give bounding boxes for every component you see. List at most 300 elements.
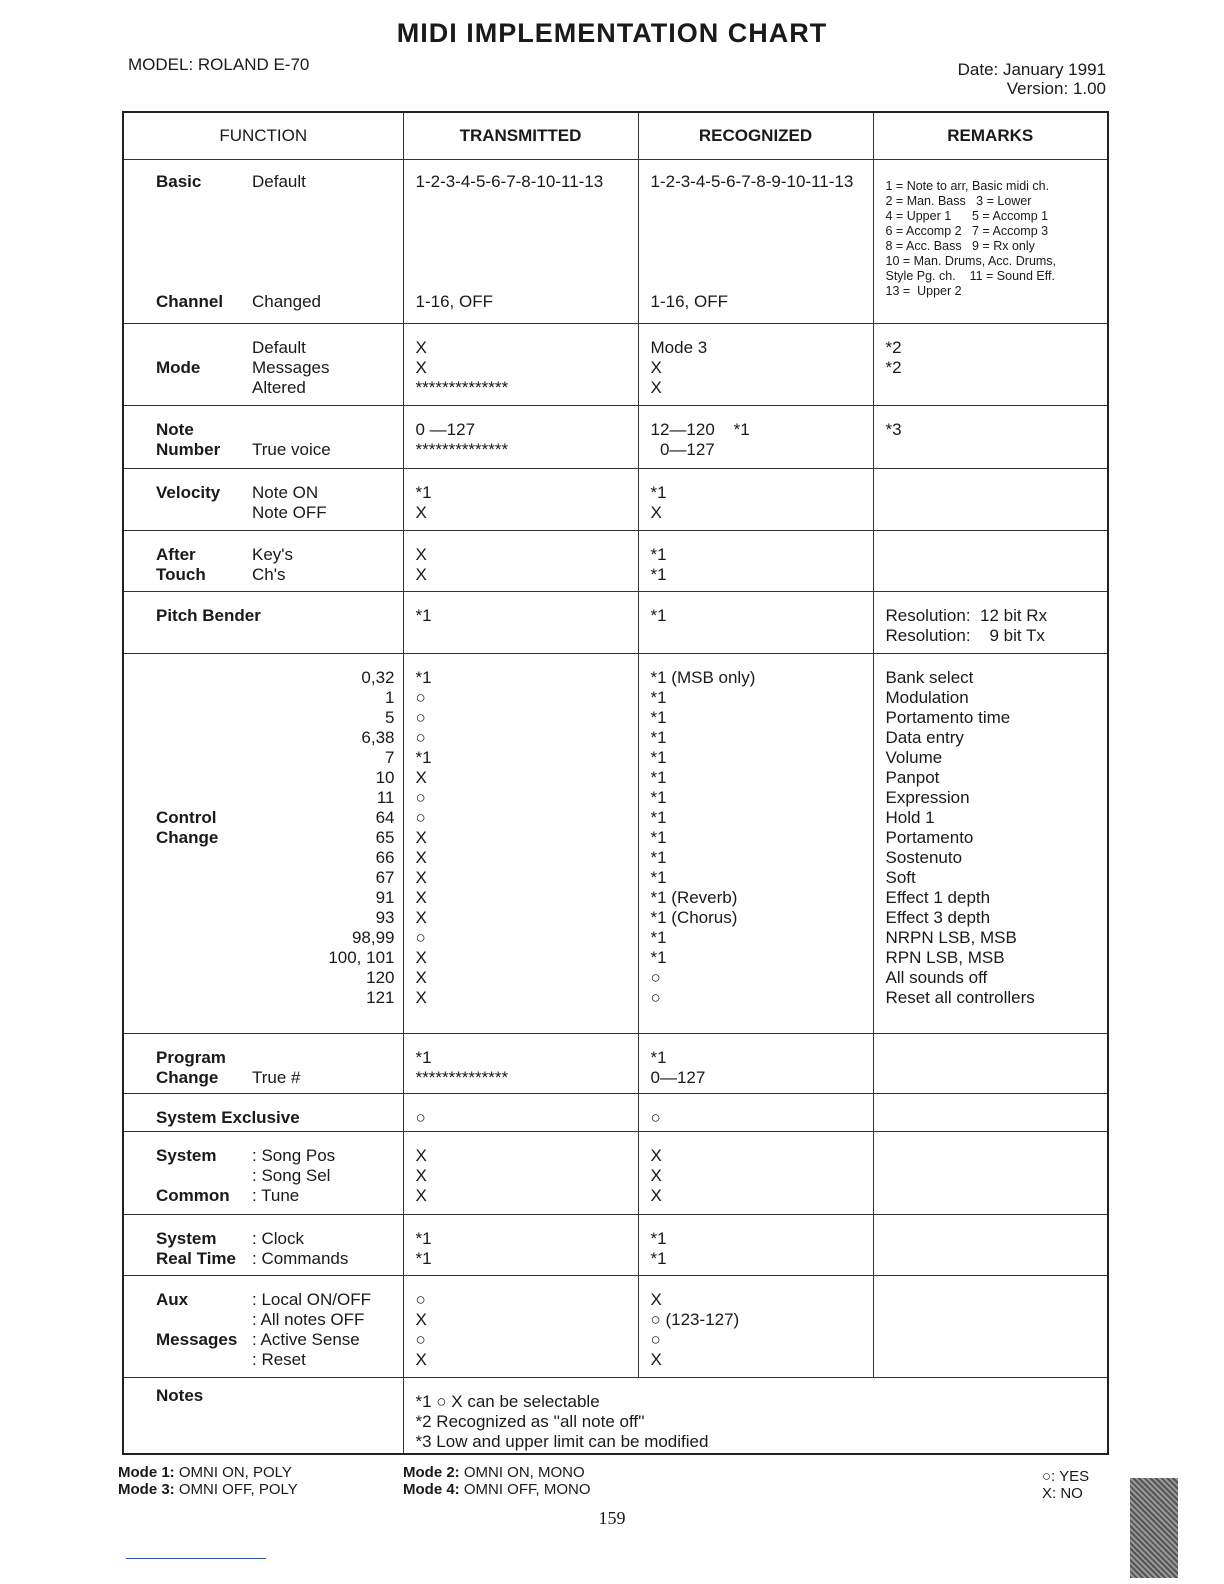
header-remarks: REMARKS	[873, 112, 1108, 160]
function-content	[124, 1276, 403, 1370]
remarks-cell	[873, 160, 1108, 324]
function-sublabel-line: : Active Sense	[252, 1330, 360, 1349]
function-content	[124, 654, 403, 1008]
scan-artifact	[1130, 1478, 1178, 1578]
function-sublabel-line: Messages	[252, 358, 330, 377]
transmitted-line: X	[415, 968, 427, 987]
transmitted-cell-content	[404, 1094, 638, 1128]
transmitted-line: ○	[415, 1330, 426, 1349]
remarks-cell	[873, 1276, 1108, 1378]
function-label-line	[156, 212, 252, 232]
transmitted-cell-content	[404, 160, 638, 312]
function-label	[156, 545, 252, 585]
recognized-line: ○	[650, 988, 661, 1007]
function-cell	[123, 324, 403, 406]
remarks-line: Hold 1	[885, 808, 935, 827]
function-label	[156, 1108, 300, 1128]
transmitted-line: ○	[415, 808, 426, 827]
remarks-line: Sostenuto	[885, 848, 963, 867]
remarks-cell	[873, 324, 1108, 406]
remarks-line: Modulation	[885, 688, 969, 707]
function-content	[124, 1132, 403, 1206]
function-label-line	[156, 788, 252, 808]
function-sublabel-line: True voice	[252, 440, 331, 459]
notes-cell	[403, 1378, 1108, 1454]
function-cell	[123, 592, 403, 654]
function-content	[124, 469, 403, 523]
mode1-value: OMNI ON, POLY	[174, 1464, 292, 1481]
function-cell	[123, 1094, 403, 1132]
function-sublabel	[252, 172, 395, 312]
function-content	[124, 1215, 403, 1269]
function-label-line	[156, 1166, 252, 1186]
remarks-cell-content	[874, 1034, 1108, 1048]
recognized-line: 0—127	[650, 1068, 706, 1087]
function-cell	[123, 654, 403, 1034]
transmitted-line: *1	[415, 1229, 432, 1248]
remarks-line: Portamento time	[885, 708, 1011, 727]
recognized-cell-content	[639, 324, 873, 398]
transmitted-line: *1	[415, 1048, 432, 1067]
row-notes	[123, 1378, 1108, 1454]
transmitted-cell	[403, 1132, 638, 1215]
recognized-cell	[638, 1034, 873, 1094]
mode1-label: Mode 1:	[118, 1464, 175, 1481]
function-sublabel	[252, 1048, 395, 1088]
function-sublabel-line: Default	[252, 338, 306, 357]
remarks-line: Style Pg. ch. 11 = Sound Eff.	[885, 269, 1055, 283]
remarks-line: Bank select	[885, 668, 974, 687]
transmitted-line	[416, 252, 628, 272]
mode3-value: OMNI OFF, POLY	[174, 1481, 298, 1498]
function-label-line: Note	[156, 420, 194, 439]
remarks-line: Portamento	[885, 828, 974, 847]
function-content	[124, 592, 403, 626]
recognized-line: *1 (Chorus)	[650, 908, 738, 927]
function-label	[156, 338, 252, 398]
function-sublabel	[300, 1108, 395, 1128]
remarks-line: Panpot	[885, 768, 940, 787]
function-content	[124, 1034, 403, 1088]
function-label	[156, 606, 261, 626]
control-number: 11	[376, 788, 395, 807]
recognized-line: *1	[650, 1048, 667, 1067]
remarks-cell-content	[874, 406, 1108, 440]
transmitted-line: X	[415, 828, 427, 847]
function-label-line: Notes	[156, 1386, 204, 1405]
function-label-line: System	[156, 1229, 217, 1248]
recognized-cell-content	[639, 160, 873, 312]
recognized-line: *1 (Reverb)	[650, 888, 738, 907]
transmitted-cell-content	[404, 469, 638, 523]
yes-legend: ○: YES	[1042, 1468, 1090, 1485]
recognized-line: X	[650, 1166, 662, 1185]
transmitted-line: X	[415, 988, 427, 1007]
remarks-line: 2 = Man. Bass 3 = Lower	[885, 194, 1032, 208]
recognized-line: X	[650, 1290, 662, 1309]
header-function: FUNCTION	[123, 112, 403, 160]
header-row	[123, 112, 1108, 160]
row-velocity	[123, 469, 1108, 531]
no-legend: X: NO	[1042, 1485, 1083, 1502]
recognized-cell	[638, 406, 873, 469]
recognized-line: *1	[650, 688, 667, 707]
function-sublabel-line: Key's	[252, 545, 294, 564]
transmitted-line: X	[415, 545, 427, 564]
remarks-line: 4 = Upper 1 5 = Accomp 1	[885, 209, 1049, 223]
function-content	[124, 1378, 403, 1406]
remarks-cell-content	[874, 469, 1108, 483]
function-label-line: Common	[156, 1186, 230, 1205]
control-number: 7	[385, 748, 395, 767]
function-sublabel-line	[252, 212, 395, 232]
transmitted-line: 1-2-3-4-5-6-7-8-10-11-13	[415, 172, 604, 191]
remarks-cell-content	[874, 1215, 1108, 1229]
remarks-line: All sounds off	[885, 968, 988, 987]
row-basic-channel	[123, 160, 1108, 324]
row-note-number	[123, 406, 1108, 469]
recognized-cell-content	[639, 1132, 873, 1206]
control-number: 1	[385, 688, 395, 707]
recognized-line: *1	[650, 868, 667, 887]
function-label-line: Change	[156, 1068, 219, 1087]
function-cell	[123, 469, 403, 531]
remarks-line: 8 = Acc. Bass 9 = Rx only	[885, 239, 1035, 253]
recognized-cell	[638, 531, 873, 592]
mode4-label: Mode 4:	[403, 1481, 460, 1498]
function-label-line: Change	[156, 828, 219, 847]
function-label-line	[156, 192, 252, 212]
recognized-line	[651, 192, 863, 212]
function-sublabel-line: Note OFF	[252, 503, 327, 522]
transmitted-cell-content	[404, 1276, 638, 1370]
transmitted-line: X	[415, 768, 427, 787]
transmitted-line: X	[415, 565, 427, 584]
recognized-line: *1	[650, 848, 667, 867]
recognized-line: 1-2-3-4-5-6-7-8-9-10-11-13	[650, 172, 854, 191]
function-label	[156, 1290, 252, 1370]
row-system-real-time	[123, 1215, 1108, 1276]
transmitted-cell-content	[404, 531, 638, 585]
recognized-line: X	[650, 358, 662, 377]
version-label: Version: 1.00	[1006, 79, 1106, 98]
remarks-line: Effect 1 depth	[885, 888, 991, 907]
remarks-line: *2	[885, 358, 902, 377]
transmitted-line	[416, 192, 628, 212]
row-pitch-bender	[123, 592, 1108, 654]
transmitted-line: 0 —127	[415, 420, 476, 439]
function-cell	[123, 531, 403, 592]
remarks-cell	[873, 1132, 1108, 1215]
transmitted-line: X	[415, 1146, 427, 1165]
function-content	[124, 324, 403, 398]
remarks-cell	[873, 531, 1108, 592]
recognized-cell	[638, 654, 873, 1034]
function-label-line	[156, 668, 252, 688]
remarks-cell	[873, 654, 1108, 1034]
function-sublabel-line: Ch's	[252, 565, 286, 584]
recognized-cell	[638, 1132, 873, 1215]
remarks-line: 1 = Note to arr, Basic midi ch.	[885, 179, 1050, 193]
control-number: 91	[375, 888, 395, 907]
remarks-line: Reset all controllers	[885, 988, 1035, 1007]
function-label-line: Touch	[156, 565, 206, 584]
recognized-line: *1	[650, 606, 667, 625]
remarks-line: Resolution: 12 bit Rx	[885, 606, 1048, 625]
transmitted-line	[416, 232, 628, 252]
function-cell	[123, 406, 403, 469]
function-sublabel	[252, 338, 395, 398]
chart-title: MIDI IMPLEMENTATION CHART	[396, 18, 828, 48]
function-sublabel-line: Altered	[252, 378, 306, 397]
function-content	[124, 531, 403, 585]
control-number: 0,32	[361, 668, 395, 687]
control-number: 67	[375, 868, 395, 887]
function-label-line: Pitch Bender	[156, 606, 261, 625]
transmitted-line: ○	[415, 688, 426, 707]
recognized-line: 1-16, OFF	[650, 292, 728, 311]
recognized-cell-content	[639, 592, 873, 626]
row-system-exclusive	[123, 1094, 1108, 1132]
function-label-line: Real Time	[156, 1249, 237, 1268]
function-cell	[123, 1378, 403, 1454]
remarks-line: 13 = Upper 2	[885, 284, 962, 298]
function-label-line	[156, 1310, 252, 1330]
remarks-line: *2	[885, 338, 902, 357]
remarks-line: Soft	[885, 868, 916, 887]
recognized-cell-content	[639, 1215, 873, 1269]
function-sublabel	[261, 606, 395, 626]
row-after-touch	[123, 531, 1108, 592]
transmitted-cell-content	[404, 1132, 638, 1206]
remarks-cell-content	[874, 654, 1108, 1008]
recognized-line: X	[650, 1146, 662, 1165]
remarks-cell	[873, 1215, 1108, 1276]
model-label: MODEL: ROLAND E-70	[128, 55, 310, 74]
recognized-line: 12—120 *1	[650, 420, 750, 439]
recognized-cell-content	[639, 1034, 873, 1088]
mode-legend-right	[403, 1464, 591, 1498]
recognized-line	[651, 212, 863, 232]
transmitted-line: *1	[415, 748, 432, 767]
function-label-line: System	[156, 1146, 217, 1165]
recognized-line: *1	[650, 1249, 667, 1268]
recognized-cell-content	[639, 654, 873, 1008]
transmitted-line: ○	[415, 788, 426, 807]
control-number: 93	[375, 908, 395, 927]
transmitted-cell-content	[404, 592, 638, 626]
recognized-cell-content	[639, 406, 873, 460]
recognized-line: X	[650, 378, 662, 397]
mode2-label: Mode 2:	[403, 1464, 460, 1481]
remarks-line: 6 = Accomp 2 7 = Accomp 3	[885, 224, 1049, 238]
row-aux-messages	[123, 1276, 1108, 1378]
remarks-line: Volume	[885, 748, 943, 767]
remarks-line: *3	[885, 420, 902, 439]
recognized-line: ○	[650, 1330, 661, 1349]
function-sublabel	[252, 1290, 395, 1370]
transmitted-line: X	[415, 908, 427, 927]
transmitted-line: X	[415, 358, 427, 377]
recognized-line	[651, 232, 863, 252]
remarks-cell-content	[874, 592, 1108, 646]
function-sublabel-line: Default	[252, 172, 306, 191]
recognized-line: *1	[650, 928, 667, 947]
header-transmitted: TRANSMITTED	[403, 112, 638, 160]
recognized-line: *1	[650, 808, 667, 827]
control-numbers	[252, 668, 395, 1008]
mode2-value: OMNI ON, MONO	[459, 1464, 585, 1481]
transmitted-line: X	[415, 868, 427, 887]
function-label	[156, 1229, 252, 1269]
function-label-line	[156, 272, 252, 292]
control-number: 5	[385, 708, 395, 727]
function-label-line: Control	[156, 808, 217, 827]
transmitted-cell-content	[404, 406, 638, 460]
function-sublabel-line: : Song Sel	[252, 1166, 331, 1185]
function-label-line: Messages	[156, 1330, 238, 1349]
recognized-line: *1	[650, 728, 667, 747]
function-label	[156, 172, 252, 312]
function-content	[124, 406, 403, 460]
function-cell	[123, 1132, 403, 1215]
recognized-line: *1	[650, 1229, 667, 1248]
recognized-line: *1	[650, 948, 667, 967]
control-number: 64	[375, 808, 395, 827]
transmitted-cell-content	[404, 1034, 638, 1088]
function-sublabel-line: : Commands	[252, 1249, 349, 1268]
function-label-line: After	[156, 545, 196, 564]
function-label-line: Mode	[156, 358, 201, 377]
function-label	[156, 668, 252, 1008]
transmitted-line: *1	[415, 606, 432, 625]
remarks-cell	[873, 592, 1108, 654]
recognized-cell	[638, 160, 873, 324]
function-sublabel-line	[252, 252, 395, 272]
transmitted-line: X	[415, 338, 427, 357]
transmitted-line: **************	[415, 1068, 509, 1087]
recognized-line: X	[650, 1186, 662, 1205]
transmitted-cell	[403, 406, 638, 469]
note-line: *1 ○ X can be selectable	[415, 1392, 600, 1411]
remarks-line: Expression	[885, 788, 970, 807]
control-number: 65	[375, 828, 395, 847]
function-cell	[123, 1276, 403, 1378]
remarks-cell-content	[874, 1276, 1108, 1290]
header-recognized: RECOGNIZED	[638, 112, 873, 160]
recognized-cell	[638, 1276, 873, 1378]
recognized-line: Mode 3	[650, 338, 708, 357]
transmitted-cell	[403, 592, 638, 654]
recognized-line: 0—127	[650, 440, 715, 459]
recognized-line: *1	[650, 565, 667, 584]
row-control-change	[123, 654, 1108, 1034]
mode3-label: Mode 3:	[118, 1481, 175, 1498]
transmitted-line: X	[415, 503, 427, 522]
function-label-line	[156, 232, 252, 252]
function-label-line: Velocity	[156, 483, 221, 502]
row-mode	[123, 324, 1108, 406]
transmitted-line: X	[415, 1186, 427, 1205]
function-label	[156, 483, 252, 523]
transmitted-line: *1	[415, 483, 432, 502]
note-line: *3 Low and upper limit can be modified	[415, 1432, 709, 1451]
transmitted-cell-content	[404, 324, 638, 398]
function-label-line: System Exclusive	[156, 1108, 300, 1127]
recognized-cell-content	[639, 469, 873, 523]
remarks-cell-content	[874, 1094, 1108, 1108]
remarks-cell-content	[874, 531, 1108, 545]
function-label-line	[156, 768, 252, 788]
recognized-cell-content	[639, 531, 873, 585]
transmitted-cell	[403, 1215, 638, 1276]
transmitted-line: ○	[415, 928, 426, 947]
recognized-line: *1 (MSB only)	[650, 668, 756, 687]
function-label	[156, 1146, 252, 1206]
function-label-line	[156, 503, 252, 523]
transmitted-line: *1	[415, 1249, 432, 1268]
recognized-line	[651, 272, 863, 292]
recognized-line: X	[650, 1350, 662, 1369]
function-sublabel-line: : Local ON/OFF	[252, 1290, 372, 1309]
transmitted-line: ○	[415, 708, 426, 727]
control-number: 100, 101	[328, 948, 395, 967]
control-number: 98,99	[351, 928, 395, 947]
page-number: 159	[598, 1508, 626, 1528]
function-sublabel-line: : All notes OFF	[252, 1310, 365, 1329]
recognized-cell	[638, 324, 873, 406]
notes-content	[404, 1378, 1108, 1452]
transmitted-cell-content	[404, 1215, 638, 1269]
recognized-line	[651, 252, 863, 272]
transmitted-line: **************	[415, 440, 509, 459]
remarks-cell	[873, 1094, 1108, 1132]
remarks-cell	[873, 406, 1108, 469]
function-label-line	[156, 728, 252, 748]
function-sublabel-line: : Reset	[252, 1350, 306, 1369]
transmitted-cell-content	[404, 654, 638, 1008]
transmitted-line: *1	[415, 668, 432, 687]
function-label-line	[156, 748, 252, 768]
function-sublabel-line	[252, 420, 395, 440]
function-label-line	[156, 1350, 252, 1370]
function-label-line	[156, 688, 252, 708]
function-cell	[123, 1215, 403, 1276]
control-number: 120	[366, 968, 395, 987]
transmitted-line: ○	[415, 1290, 426, 1309]
function-sublabel-line	[252, 192, 395, 212]
transmitted-line: X	[415, 888, 427, 907]
function-sublabel	[252, 483, 395, 523]
transmitted-cell	[403, 1276, 638, 1378]
control-number: 6,38	[361, 728, 395, 747]
function-sublabel-line	[252, 272, 395, 292]
function-label-line: Aux	[156, 1290, 189, 1309]
function-sublabel-line: : Clock	[252, 1229, 304, 1248]
recognized-cell	[638, 1094, 873, 1132]
function-cell	[123, 1034, 403, 1094]
recognized-line: *1	[650, 788, 667, 807]
transmitted-cell	[403, 160, 638, 324]
remarks-cell	[873, 469, 1108, 531]
recognized-cell-content	[639, 1094, 873, 1128]
transmitted-cell	[403, 531, 638, 592]
recognized-line: ○	[650, 1108, 661, 1127]
control-number: 10	[375, 768, 395, 787]
function-sublabel	[252, 1146, 395, 1206]
recognized-line: ○ (123-127)	[650, 1310, 740, 1329]
transmitted-cell	[403, 1094, 638, 1132]
